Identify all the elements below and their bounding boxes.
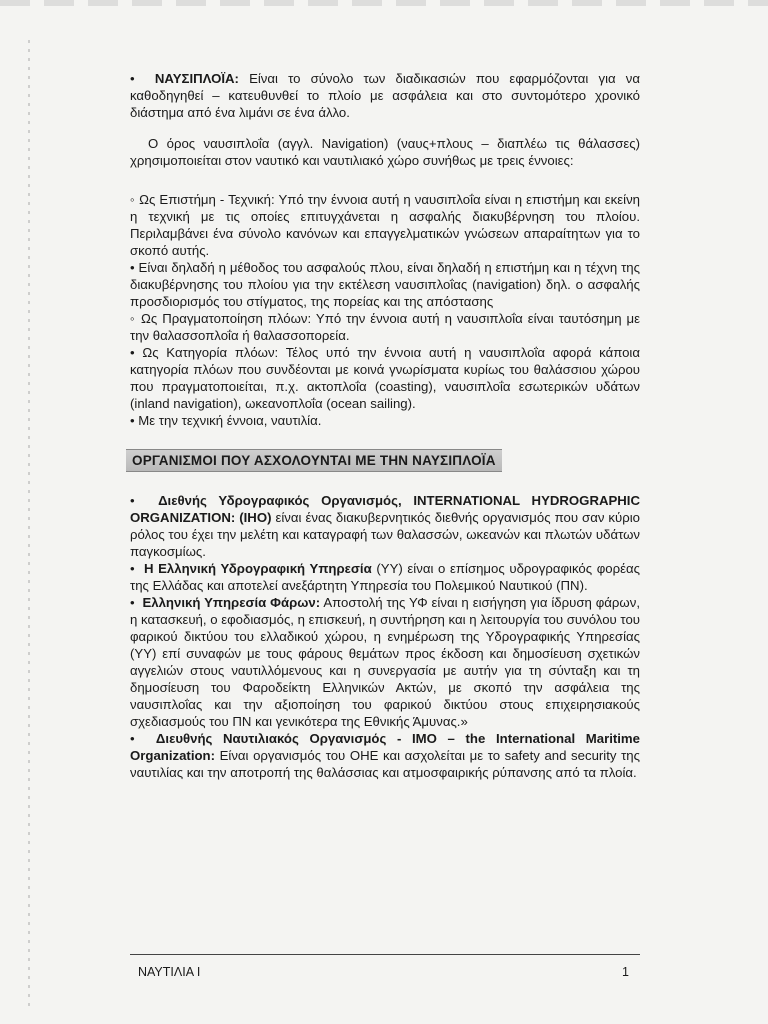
org-lighthouse-service: • Ελληνική Υπηρεσία Φάρων: Αποστολή της ΥΦ είναι η εισήγηση για ίδρυση φάρων, η κατασκευή, ο εφοδιασμός, η επισκευή, η συντήρηση και η λειτουργία του συνόλου του φαρικού δικτύου του ελλαδικού χώρου, η ενημέρωση της Υδρογραφικής Υπηρεσίας (ΥΥ) επί συναφών με τους φάρους θεμάτων προς έκδοση και δημοσίευση σχετικών αγγελιών στους ναυτιλλόμενους και η συνεργασία με αυτήν για τη σύνταξη και τη δημοσίευση του Φαροδείκτη Ελληνικών Ακτών, με σκοπό την ασφάλεια της ναυσιπλοΐας και την αξιοποίηση του φαρικού δικτύου στους επιχειρησιακούς σχεδιασμούς του ΠΝ και γενικότερα της Εθνικής Άμυνας.» bbox=[130, 595, 640, 729]
org-imo: • Διευθνής Ναυτιλιακός Οργανισμός - ΙΜΟ – the International Maritime Organization: Είναι οργανισμός του ΟΗΕ και ασχολείται με το safety and security της ναυτιλίας και την αποτροπή της θαλάσσιας και ατμοσφαιρικής ρύπανσης από τα πλοία. bbox=[130, 731, 640, 780]
footer-page-number: 1 bbox=[622, 965, 629, 979]
scan-left-edge bbox=[28, 40, 30, 1010]
paragraph-category: • Ως Κατηγορία πλόων: Τέλος υπό την έννοια αυτή η ναυσιπλοΐα αφορά κάποια κατηγορία πλόων που συνδέονται με κοινά γνωρίσματα κυρίως του θαλάσσιου χώρου που πραγματοποιείται, π.χ. ακτοπλοΐα (coasting), ναυσιπλοΐα εσωτερικών υδάτων (inland navigation), ωκεανοπλοΐα (ocean sailing). bbox=[130, 345, 640, 411]
org-lighthouse-service-name: Ελληνική Υπηρεσία Φάρων: bbox=[142, 595, 321, 610]
paragraph-realization: ◦ Ως Πραγματοποίηση πλόων: Υπό την έννοια αυτή η ναυσιπλοΐα είναι ταυτόσημη με την θαλασσοπλοΐα ή θαλασσοπορεία. bbox=[130, 311, 640, 343]
org-imo-text: Είναι οργανισμός του ΟΗΕ και ασχολείται με το safety and security της ναυτιλίας και την αποτροπή της θαλάσσιας και ατμοσφαιρικής ρύπανσης από τα πλοία. bbox=[130, 748, 640, 780]
scan-top-edge bbox=[0, 0, 768, 6]
paragraph-science-technique: ◦ Ως Επιστήμη - Τεχνική: Υπό την έννοια αυτή η ναυσιπλοΐα είναι η επιστήμη και εκείνη η τεχνική με τις οποίες επιτυγχάνεται η ασφαλής διακυβέρνηση του πλοίου. Περιλαμβάνει ένα σύνολο κανόνων και επαγγελματικών γνώσεων απαραίτητων για το σκοπό αυτής. bbox=[130, 192, 640, 258]
org-hellenic-hydrographic-text: (ΥΥ) είναι ο επίσημος υδρογραφικός φορέας της Ελλάδας και αποτελεί ανεξάρτητη Υπηρεσία του Πολεμικού Ναυτικού (ΠΝ). bbox=[130, 561, 640, 593]
org-lighthouse-service-text: Αποστολή της ΥΦ είναι η εισήγηση για ίδρυση φάρων, η κατασκευή, ο εφοδιασμός, η επισκευή, η συντήρηση και η λειτουργία του συνόλου του φαρικού δικτύου του ελλαδικού χώρου, η ενημέρωση της Υδρογραφικής Υπηρεσίας (ΥΥ) επί συναφών με τους φάρους θεμάτων προς έκδοση και δημοσίευση σχετικών αγγελιών στους ναυτιλλόμενους και η συνεργασία με αυτήν για τη σύνταξη και τη δημοσίευση του Φαροδείκτη Ελληνικών Ακτών, με σκοπό την ασφάλεια της ναυσιπλοΐας και την αξιοποίηση του φαρικού δικτύου στους επιχειρησιακούς σχεδιασμούς του ΠΝ και γενικότερα της Εθνικής Άμυνας.» bbox=[130, 595, 640, 729]
definition-text: Είναι το σύνολο των διαδικασιών που εφαρμόζονται για να καθοδηγηθεί – κατευθυνθεί το πλοίο με ασφάλεια και στο συντομότερο χρονικό διάστημα από ένα λιμάνι σε ένα άλλο. bbox=[130, 71, 641, 120]
paragraph-method: • Είναι δηλαδή η μέθοδος του ασφαλούς πλου, είναι δηλαδή η επιστήμη και η τέχνη της διακυβέρνησης του πλοίου για την εκτέλεση ναυσιπλοΐας (navigation) δηλ. ο ασφαλής προσδιορισμός του στίγματος, της πορείας και της απόστασης bbox=[130, 260, 640, 309]
section-heading: ΟΡΓΑΝΙΣΜΟΙ ΠΟΥ ΑΣΧΟΛΟΥΝΤΑΙ ΜΕ ΤΗΝ ΝΑΥΣΙΠΛΟΪΑ bbox=[126, 449, 502, 472]
footer-divider bbox=[130, 954, 640, 955]
paragraph-definition: • ΝΑΥΣΙΠΛΟΪΑ: Είναι το σύνολο των διαδικασιών που εφαρμόζονται για να καθοδηγηθεί – κατευθυνθεί το πλοίο με ασφάλεια και στο συντομότερο χρονικό διάστημα από ένα λιμάνι σε ένα άλλο. bbox=[130, 71, 641, 120]
org-hellenic-hydrographic: • Η Ελληνική Υδρογραφική Υπηρεσία (ΥΥ) είναι ο επίσημος υδρογραφικός φορέας της Ελλάδας και αποτελεί ανεξάρτητη Υπηρεσία του Πολεμικού Ναυτικού (ΠΝ). bbox=[130, 561, 640, 593]
org-imo-name: Διευθνής Ναυτιλιακός Οργανισμός - ΙΜΟ – the International Maritime Organization: bbox=[130, 731, 640, 763]
footer-course-title: ΝΑΥΤΙΛΙΑ Ι bbox=[138, 965, 201, 979]
org-iho: • Διεθνής Υδρογραφικός Οργανισμός, INTERNATIONAL HYDROGRAPHIC ORGANIZATION: (IHO) είναι ένας διακυβερνητικός διεθνής οργανισμός που σαν κύριο ρόλος του έχει την μελέτη και καταγραφή των θαλασσών, ωκεανών και πλωτών υδάτων παγκοσμίως. bbox=[130, 493, 640, 559]
org-hellenic-hydrographic-name: Η Ελληνική Υδρογραφική Υπηρεσία bbox=[143, 561, 372, 576]
paragraph-technical-sense: • Με την τεχνική έννοια, ναυτιλία. bbox=[130, 413, 322, 428]
org-iho-text: είναι ένας διακυβερνητικός διεθνής οργανισμός που σαν κύριο ρόλος του έχει την μελέτη και καταγραφή των θαλασσών, ωκεανών και πλωτών υδάτων παγκοσμίως. bbox=[130, 510, 640, 559]
org-iho-name: Διεθνής Υδρογραφικός Οργανισμός, INTERNATIONAL HYDROGRAPHIC ORGANIZATION: (IHO) bbox=[130, 493, 640, 525]
paragraph-navigation-term: Ο όρος ναυσιπλοΐα (αγγλ. Navigation) (ναυς+πλους – διαπλέω τις θάλασσες) χρησιμοποιείται στον ναυτικό και ναυτιλιακό χώρο συνήθως με τρεις έννοιες: bbox=[130, 136, 640, 168]
term-naysiploia: ΝΑΥΣΙΠΛΟΪΑ: bbox=[154, 71, 239, 86]
document-body bbox=[130, 70, 640, 781]
